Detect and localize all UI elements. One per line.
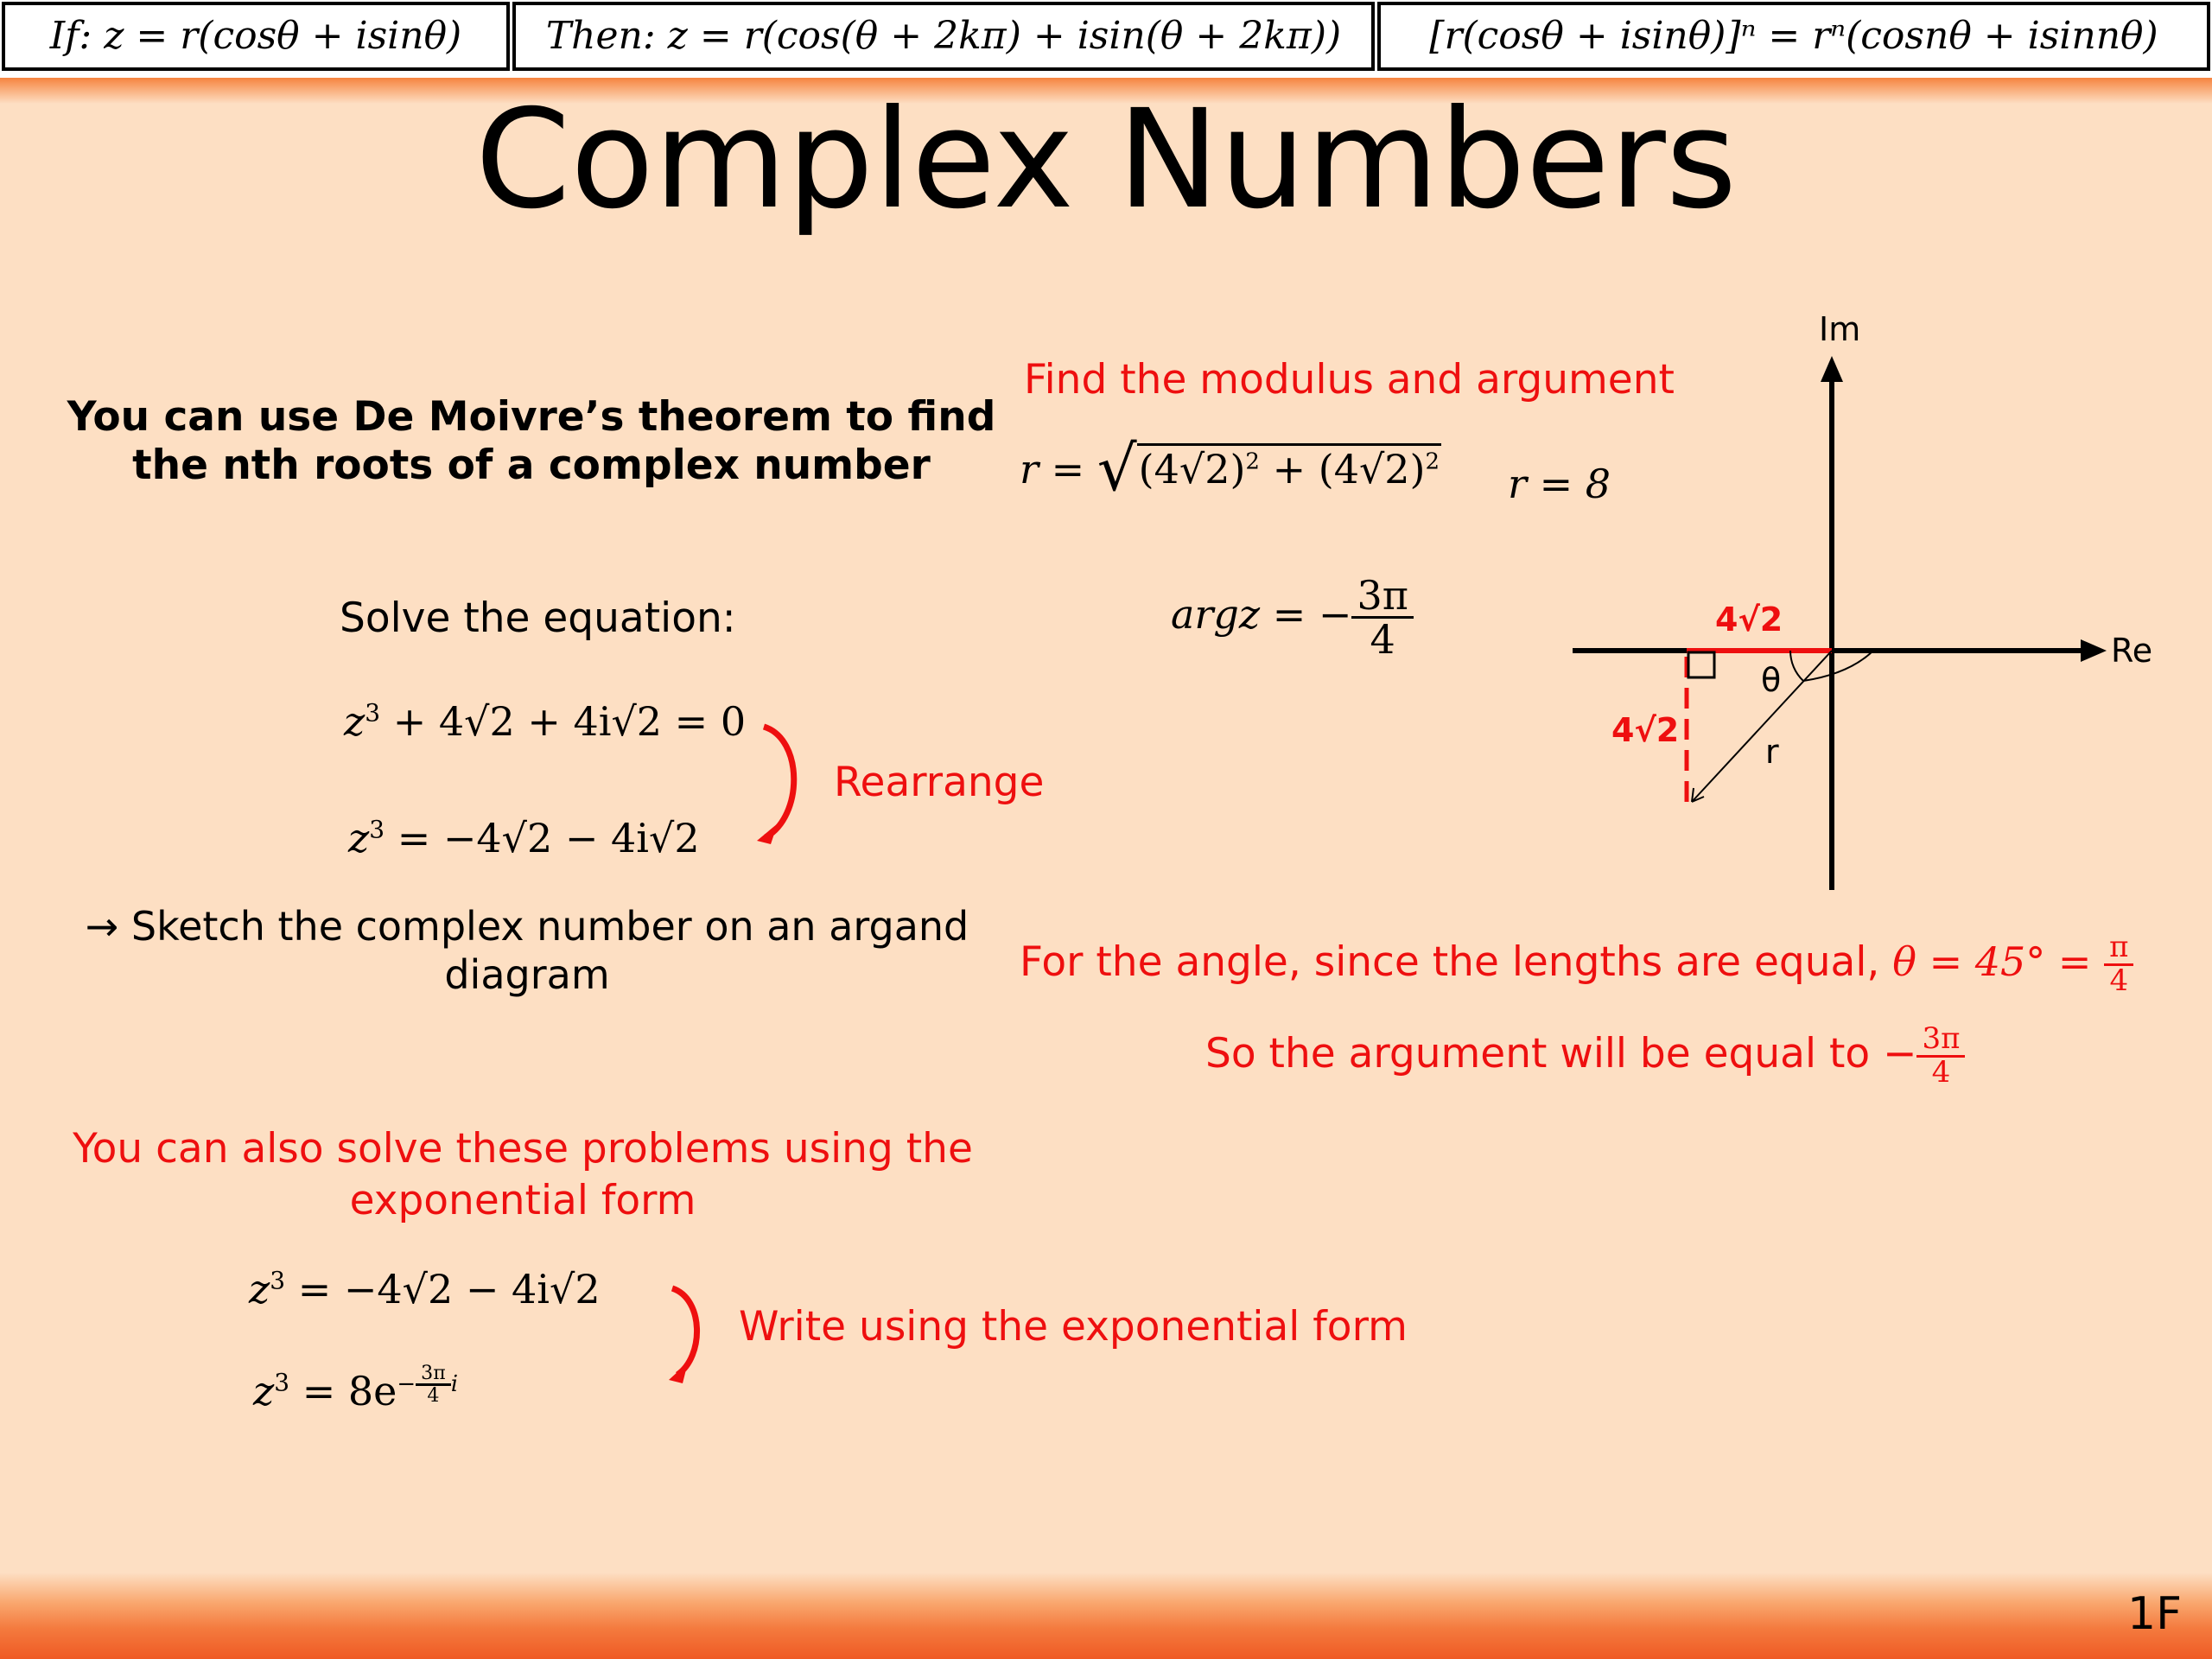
modulus-value: r = 8 xyxy=(1508,461,1611,507)
top-side-label: 4√2 xyxy=(1715,601,1783,639)
radicand xyxy=(1137,443,1441,493)
argument-conclusion xyxy=(1205,1015,1965,1093)
modulus-formula xyxy=(1020,432,1441,505)
theta-arc xyxy=(1790,651,1803,681)
exponent-denominator: 4 xyxy=(427,1384,440,1408)
theta-label: θ xyxy=(1761,661,1782,699)
exponential-note-line-1: You can also solve these problems using the xyxy=(73,1125,973,1173)
arg-fraction xyxy=(1351,572,1414,664)
exponent-fraction xyxy=(416,1363,451,1406)
sketch-instruction xyxy=(82,902,972,999)
root-sign: √ xyxy=(1096,432,1137,505)
square-2: 2 xyxy=(1425,448,1440,475)
eq-rhs: = −4√2 − 4i√2 xyxy=(385,815,700,861)
re-label: Re xyxy=(2111,632,2153,670)
im-label: Im xyxy=(1819,310,1861,348)
argument-formula xyxy=(1171,572,1414,664)
eq-variable: z xyxy=(348,815,370,861)
real-axis-arrowhead xyxy=(2081,639,2107,662)
slide-number: 1F xyxy=(2127,1588,2182,1640)
sketch-line-2: diagram xyxy=(444,951,610,998)
argument-conclusion-fraction xyxy=(1916,1021,1965,1090)
equation-rearranged xyxy=(348,815,700,861)
exponent: − 3π 4 i xyxy=(397,1362,459,1408)
term-2: (4√2) xyxy=(1318,446,1426,493)
rearrange-label: Rearrange xyxy=(834,759,1045,806)
solve-prompt: Solve the equation: xyxy=(340,594,736,642)
exp-equation-1 xyxy=(249,1266,601,1313)
argument-conclusion-numerator: 3π xyxy=(1916,1024,1965,1058)
argand-diagram xyxy=(1555,310,2177,899)
exponential-note-line-2: exponential form xyxy=(349,1177,696,1224)
eq-power: 3 xyxy=(365,698,381,728)
rearrange-arrow xyxy=(752,721,821,851)
intro-line-2: the nth roots of a complex number xyxy=(132,442,931,489)
eq-power: 3 xyxy=(274,1368,290,1397)
square-1: 2 xyxy=(1245,448,1260,475)
angle-text: For the angle, since the lengths are equal, xyxy=(1020,938,1893,986)
left-side-label: 4√2 xyxy=(1611,711,1680,749)
page-title: Complex Numbers xyxy=(474,80,1738,239)
eq-variable: z xyxy=(249,1266,270,1313)
eq-rhs: + 4√2 + 4i√2 = 0 xyxy=(380,698,747,745)
r-side-label: r xyxy=(1765,733,1779,771)
equation-original xyxy=(344,698,746,745)
exp-equation-2 xyxy=(253,1363,458,1414)
exponential-note xyxy=(69,1123,976,1227)
eq-variable: z xyxy=(253,1368,275,1415)
angle-explanation xyxy=(1020,923,2133,1001)
eq-rhs: = 8e xyxy=(289,1368,397,1415)
formula-box-polar: If: z = r(cosθ + isinθ) xyxy=(2,2,510,71)
eq-rhs: = −4√2 − 4i√2 xyxy=(285,1266,601,1313)
argument-conclusion-text: So the argument will be equal to − xyxy=(1205,1030,1917,1077)
argument-arc xyxy=(1803,651,1873,681)
angle-numerator: π xyxy=(2104,932,2133,966)
plus-sign: + xyxy=(1259,446,1319,493)
arg-numerator: 3π xyxy=(1351,575,1414,619)
eq-power: 3 xyxy=(369,815,385,844)
angle-math: θ = 45° = xyxy=(1892,938,2105,985)
intro-text xyxy=(35,393,1028,490)
sketch-line-1: → Sketch the complex number on an argand xyxy=(85,903,969,950)
exponential-arrow xyxy=(665,1283,726,1387)
term-1: (4√2) xyxy=(1138,446,1246,493)
intro-line-1: You can use De Moivre’s theorem to find xyxy=(67,393,996,441)
argument-conclusion-denominator: 4 xyxy=(1931,1055,1951,1090)
write-exponential-label: Write using the exponential form xyxy=(739,1303,1408,1351)
angle-denominator: 4 xyxy=(2109,963,2129,998)
formula-box-de-moivre: [r(cosθ + isinθ)]ⁿ = rⁿ(cosnθ + isinnθ) xyxy=(1377,2,2210,71)
imaginary-axis-arrowhead xyxy=(1821,356,1843,382)
r-label: r = xyxy=(1020,446,1097,493)
eq-power: 3 xyxy=(270,1266,286,1295)
angle-fraction xyxy=(2104,932,2133,996)
formula-box-general: Then: z = r(cos(θ + 2kπ) + isin(θ + 2kπ)) xyxy=(512,2,1375,71)
arg-denominator: 4 xyxy=(1370,616,1395,664)
right-angle-marker xyxy=(1688,652,1714,677)
eq-variable: z xyxy=(344,698,365,745)
modulus-heading: Find the modulus and argument xyxy=(1024,356,1675,404)
arg-label: argz = − xyxy=(1171,590,1352,638)
bottom-stripe xyxy=(0,1573,2212,1659)
exponent-numerator: 3π xyxy=(416,1363,451,1386)
